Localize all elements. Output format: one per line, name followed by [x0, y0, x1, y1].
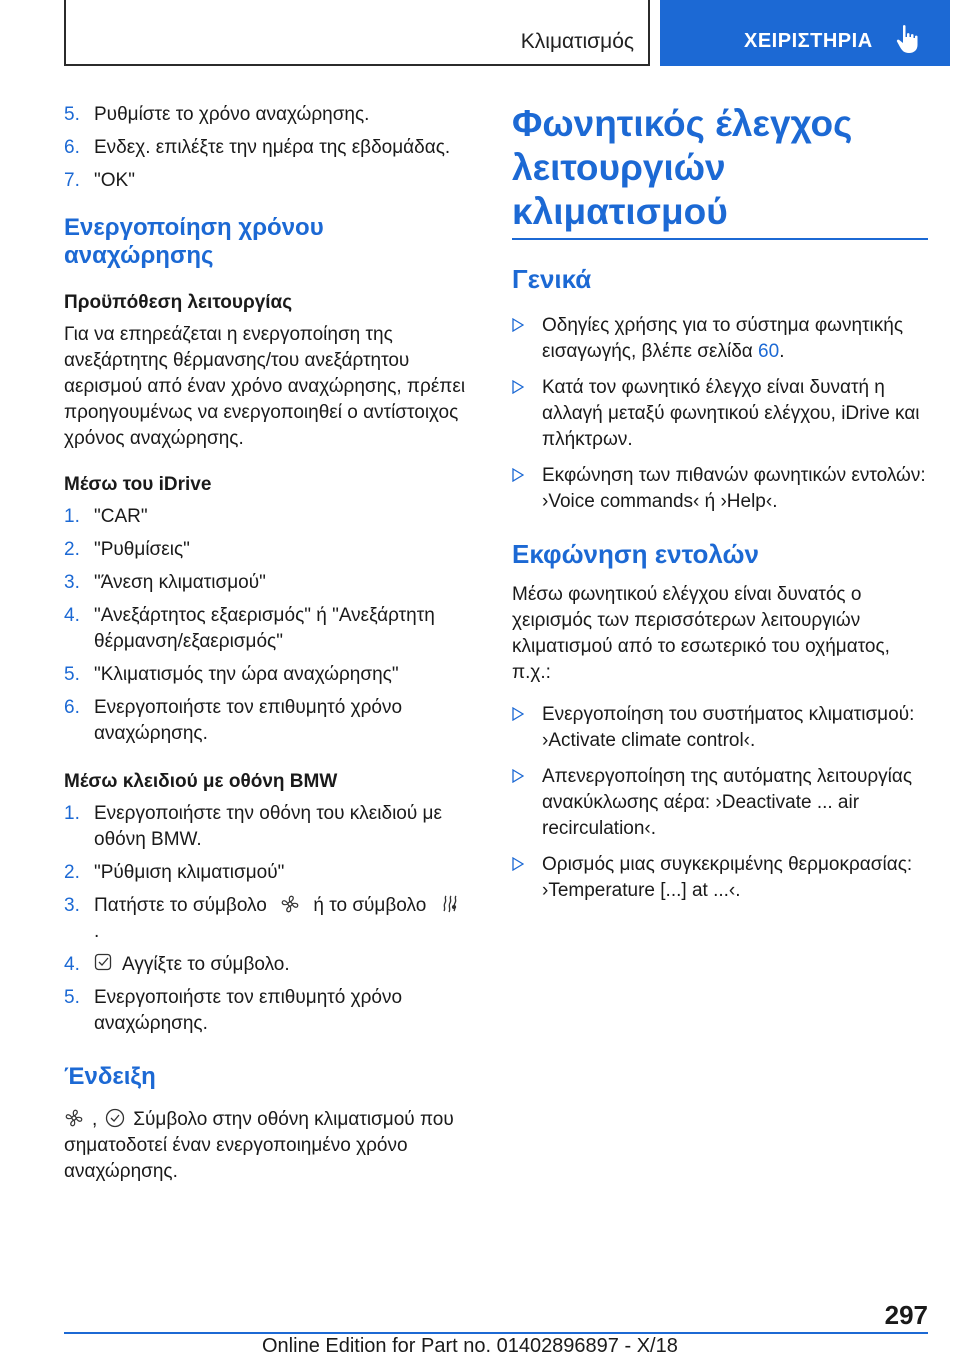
- footer-divider: [64, 1332, 928, 1334]
- note-separator: ,: [92, 1109, 98, 1130]
- list-item: Ορισμός μιας συγκεκριμένης θερμοκρασίας: ›Temperature [...] at ...‹.: [512, 852, 928, 904]
- heading-idrive: Μέσω του iDrive: [64, 474, 212, 495]
- fan-icon: [280, 894, 300, 914]
- list-item: 5. Ρυθμίστε το χρόνο αναχώρησης.: [64, 104, 370, 125]
- left-column: [64, 102, 478, 1207]
- paragraph-voice-commands: Μέσω φωνητικού ελέγχου είναι δυνατός ο χειρισμός των περισσότερων λειτουργιών κλιματισμού από το εσωτερικό του οχήματος, π.χ.:: [512, 584, 890, 683]
- fan-icon: [64, 1108, 84, 1128]
- heading-voice-commands: Εκφώνηση εντολών: [512, 539, 759, 569]
- list-item: 1. "CAR": [64, 506, 148, 527]
- paragraph-note: , Σύμβολο στην οθόνη κλιματισμού που σηματοδοτεί έναν ενεργοποιημένο χρόνο αναχώρησης.: [64, 1109, 454, 1182]
- page-number: 297: [884, 1300, 928, 1330]
- list-item: 2. "Ρυθμίσεις": [64, 539, 190, 560]
- heading-prerequisite: Προϋπόθεση λειτουργίας: [64, 292, 293, 313]
- heating-ventilation-icon: [440, 894, 460, 914]
- footer-edition: Online Edition for Part no. 01402896897 - X/18: [262, 1335, 678, 1357]
- page-reference-link[interactable]: 60: [758, 341, 780, 362]
- steps-list-idrive: [64, 504, 478, 747]
- list-item: 5. Ενεργοποιήστε τον επιθυμητό χρόνο αναχώρησης.: [64, 987, 403, 1034]
- list-item: Απενεργοποίηση της αυτόματης λειτουργίας ανακύκλωσης αέρα: ›Deactivate ... air recirculation‹.: [512, 764, 928, 842]
- touch-checkbox-icon: [94, 953, 114, 973]
- list-item: 6. Ενεργοποιήστε τον επιθυμητό χρόνο αναχώρησης.: [64, 697, 403, 744]
- command-bullet-list: [512, 702, 928, 904]
- heading-activation: Ενεργοποίηση χρόνου αναχώρησης: [64, 214, 324, 269]
- heading-key-display: Μέσω κλειδιού με οθόνη BMW: [64, 771, 338, 792]
- list-item: 5. "Κλιματισμός την ώρα αναχώρησης": [64, 664, 399, 685]
- triangle-bullet-icon: [512, 707, 524, 721]
- heading-general: Γενικά: [512, 264, 592, 294]
- list-item: Εκφώνηση των πιθανών φωνητικών εντολών: ›Voice commands‹ ή ›Help‹.: [512, 463, 928, 515]
- list-item: 3. Πατήστε το σύμβολο ή το σύμβολο .: [64, 893, 478, 945]
- section-label: ΧΕΙΡΙΣΤΗΡΙΑ: [744, 30, 873, 52]
- heading-note: Ένδειξη: [64, 1063, 156, 1090]
- list-item: 3. "Άνεση κλιματισμού": [64, 572, 266, 593]
- chapter-header: [64, 0, 650, 66]
- steps-list-key: [64, 801, 478, 1037]
- triangle-bullet-icon: [512, 857, 524, 871]
- triangle-bullet-icon: [512, 769, 524, 783]
- right-column: [512, 102, 928, 914]
- list-item: 4. Αγγίξτε το σύμβολο.: [64, 954, 290, 975]
- list-item: 1. Ενεργοποιήστε την οθόνη του κλειδιού με οθόνη BMW.: [64, 803, 442, 850]
- triangle-bullet-icon: [512, 318, 524, 332]
- paragraph-prerequisite: Για να επηρεάζεται η ενεργοποίηση της ανεξάρτητης θέρμανσης/του ανεξάρτητου αερισμού από έναν χρόνο αναχώρησης, πρέπει προηγουμένως να ενεργοποιηθεί ο αντίστοιχος χρόνος αναχώρησης.: [64, 324, 466, 449]
- triangle-bullet-icon: [512, 380, 524, 394]
- triangle-bullet-icon: [512, 468, 524, 482]
- list-item: 7. "OK": [64, 170, 135, 191]
- list-item: Κατά τον φωνητικό έλεγχο είναι δυνατή η αλλαγή μεταξύ φωνητικού ελέγχου, iDrive και πλήκτρων.: [512, 375, 928, 453]
- steps-list-top: [64, 102, 478, 194]
- list-item: 6. Ενδεχ. επιλέξτε την ημέρα της εβδομάδας.: [64, 137, 451, 158]
- chapter-title: Κλιματισμός: [520, 30, 634, 53]
- page-title: Φωνητικός έλεγχος λειτουργιών κλιματισμού: [512, 102, 928, 240]
- clock-check-icon: [105, 1108, 125, 1128]
- section-tab[interactable]: [660, 0, 950, 66]
- list-item: 2. "Ρύθμιση κλιματισμού": [64, 862, 285, 883]
- list-item: 4. "Ανεξάρτητος εξαερισμός" ή "Ανεξάρτητη θέρμανση/εξαερισμός": [64, 605, 435, 652]
- list-item: Ενεργοποίηση του συστήματος κλιματισμού: ›Activate climate control‹.: [512, 702, 928, 754]
- list-item: Οδηγίες χρήσης για το σύστημα φωνητικής εισαγωγής, βλέπε σελίδα 60.: [512, 313, 928, 365]
- hand-pointer-icon: [896, 24, 920, 54]
- general-bullet-list: [512, 313, 928, 515]
